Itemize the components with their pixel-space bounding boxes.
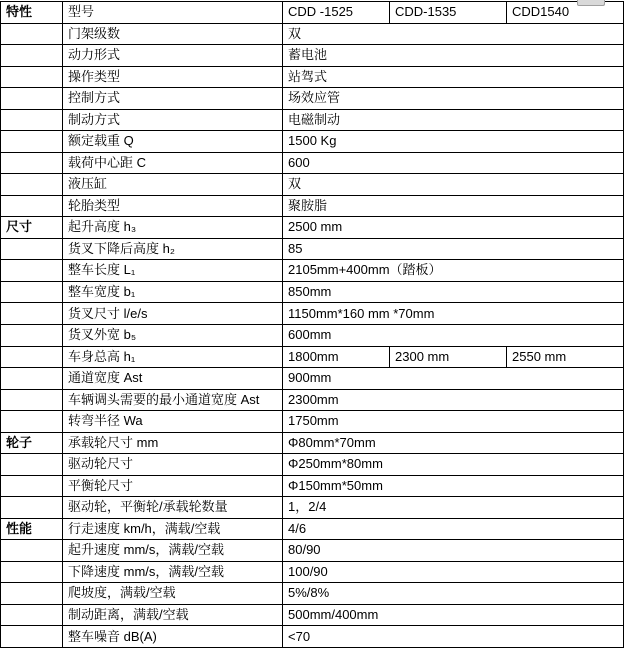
value-cell: Φ80mm*70mm [283,432,624,454]
table-row [1,195,624,217]
parameter-label: 下降速度 mm/s，满载/空载 [63,561,283,583]
table-row [1,540,624,562]
table-row [1,281,624,303]
category-cell [1,604,63,626]
table-row [1,475,624,497]
value-cell: 1500 Kg [283,131,624,153]
parameter-label: 操作类型 [63,66,283,88]
value-cell: CDD -1525 [283,2,390,24]
parameter-label: 起升速度 mm/s，满载/空载 [63,540,283,562]
table-row [1,2,624,24]
table-row [1,260,624,282]
category-cell [1,303,63,325]
table-row [1,561,624,583]
value-cell: 场效应管 [283,88,624,110]
category-cell [1,152,63,174]
table-row [1,518,624,540]
table-row [1,454,624,476]
table-row [1,432,624,454]
value-cell: CDD1540 [507,2,624,24]
value-cell: 900mm [283,368,624,390]
value-cell: 蓄电池 [283,45,624,67]
table-row [1,389,624,411]
table-row [1,368,624,390]
table-row [1,217,624,239]
table-row [1,411,624,433]
value-cell: 2550 mm [507,346,624,368]
parameter-label: 承载轮尺寸 mm [63,432,283,454]
table-row [1,583,624,605]
value-cell: CDD-1535 [390,2,507,24]
value-cell: 80/90 [283,540,624,562]
category-cell [1,131,63,153]
category-cell [1,260,63,282]
value-cell: 2300mm [283,389,624,411]
table-row [1,238,624,260]
table-row [1,45,624,67]
category-cell [1,174,63,196]
value-cell: 站驾式 [283,66,624,88]
category-cell [1,238,63,260]
category-cell [1,389,63,411]
category-cell [1,45,63,67]
value-cell: 4/6 [283,518,624,540]
parameter-label: 起升高度 h₃ [63,217,283,239]
spec-table-body [1,2,624,648]
value-cell: 聚胺脂 [283,195,624,217]
category-cell [1,411,63,433]
value-cell: 1750mm [283,411,624,433]
value-cell: 500mm/400mm [283,604,624,626]
category-cell [1,454,63,476]
parameter-label: 转弯半径 Wa [63,411,283,433]
parameter-label: 型号 [63,2,283,24]
value-cell: 600mm [283,324,624,346]
section-label-0: 特性 [1,2,63,24]
table-row [1,66,624,88]
parameter-label: 车辆调头需要的最小通道宽度 Ast [63,389,283,411]
table-row [1,131,624,153]
table-row [1,303,624,325]
table-row [1,324,624,346]
category-cell [1,626,63,648]
category-cell [1,195,63,217]
parameter-label: 整车噪音 dB(A) [63,626,283,648]
category-cell [1,583,63,605]
parameter-label: 载荷中心距 C [63,152,283,174]
value-cell: 2300 mm [390,346,507,368]
parameter-label: 轮胎类型 [63,195,283,217]
parameter-label: 货叉尺寸 l/e/s [63,303,283,325]
category-cell [1,368,63,390]
category-cell [1,109,63,131]
value-cell: 双 [283,23,624,45]
table-row [1,174,624,196]
table-row [1,23,624,45]
value-cell: <70 [283,626,624,648]
section-label-24: 性能 [1,518,63,540]
value-cell: 600 [283,152,624,174]
parameter-label: 平衡轮尺寸 [63,475,283,497]
parameter-label: 车身总高 h₁ [63,346,283,368]
value-cell: 电磁制动 [283,109,624,131]
parameter-label: 制动方式 [63,109,283,131]
value-cell: 双 [283,174,624,196]
parameter-label: 驱动轮，平衡轮/承载轮数量 [63,497,283,519]
parameter-label: 门架级数 [63,23,283,45]
category-cell [1,324,63,346]
section-label-10: 尺寸 [1,217,63,239]
category-cell [1,561,63,583]
table-row [1,109,624,131]
value-cell: 1800mm [283,346,390,368]
parameter-label: 通道宽度 Ast [63,368,283,390]
value-cell: 1，2/4 [283,497,624,519]
value-cell: 85 [283,238,624,260]
table-row [1,346,624,368]
category-cell [1,23,63,45]
category-cell [1,346,63,368]
table-row [1,152,624,174]
table-row [1,88,624,110]
category-cell [1,475,63,497]
category-cell [1,88,63,110]
parameter-label: 控制方式 [63,88,283,110]
value-cell: 100/90 [283,561,624,583]
category-cell [1,497,63,519]
parameter-label: 额定载重 Q [63,131,283,153]
parameter-label: 整车长度 L₁ [63,260,283,282]
table-row [1,626,624,648]
parameter-label: 动力形式 [63,45,283,67]
parameter-label: 驱动轮尺寸 [63,454,283,476]
parameter-label: 行走速度 km/h，满载/空载 [63,518,283,540]
parameter-label: 货叉下降后高度 h₂ [63,238,283,260]
parameter-label: 制动距离，满载/空载 [63,604,283,626]
section-label-20: 轮子 [1,432,63,454]
value-cell: Φ250mm*80mm [283,454,624,476]
category-cell [1,540,63,562]
parameter-label: 货叉外宽 b₅ [63,324,283,346]
value-cell: 850mm [283,281,624,303]
parameter-label: 爬坡度，满载/空载 [63,583,283,605]
spec-table [0,1,624,648]
value-cell: 1150mm*160 mm *70mm [283,303,624,325]
category-cell [1,281,63,303]
parameter-label: 液压缸 [63,174,283,196]
value-cell: 2105mm+400mm（踏板） [283,260,624,282]
cropped-ui-fragment [577,0,605,6]
category-cell [1,66,63,88]
table-row [1,604,624,626]
parameter-label: 整车宽度 b₁ [63,281,283,303]
value-cell: 2500 mm [283,217,624,239]
value-cell: Φ150mm*50mm [283,475,624,497]
table-row [1,497,624,519]
value-cell: 5%/8% [283,583,624,605]
